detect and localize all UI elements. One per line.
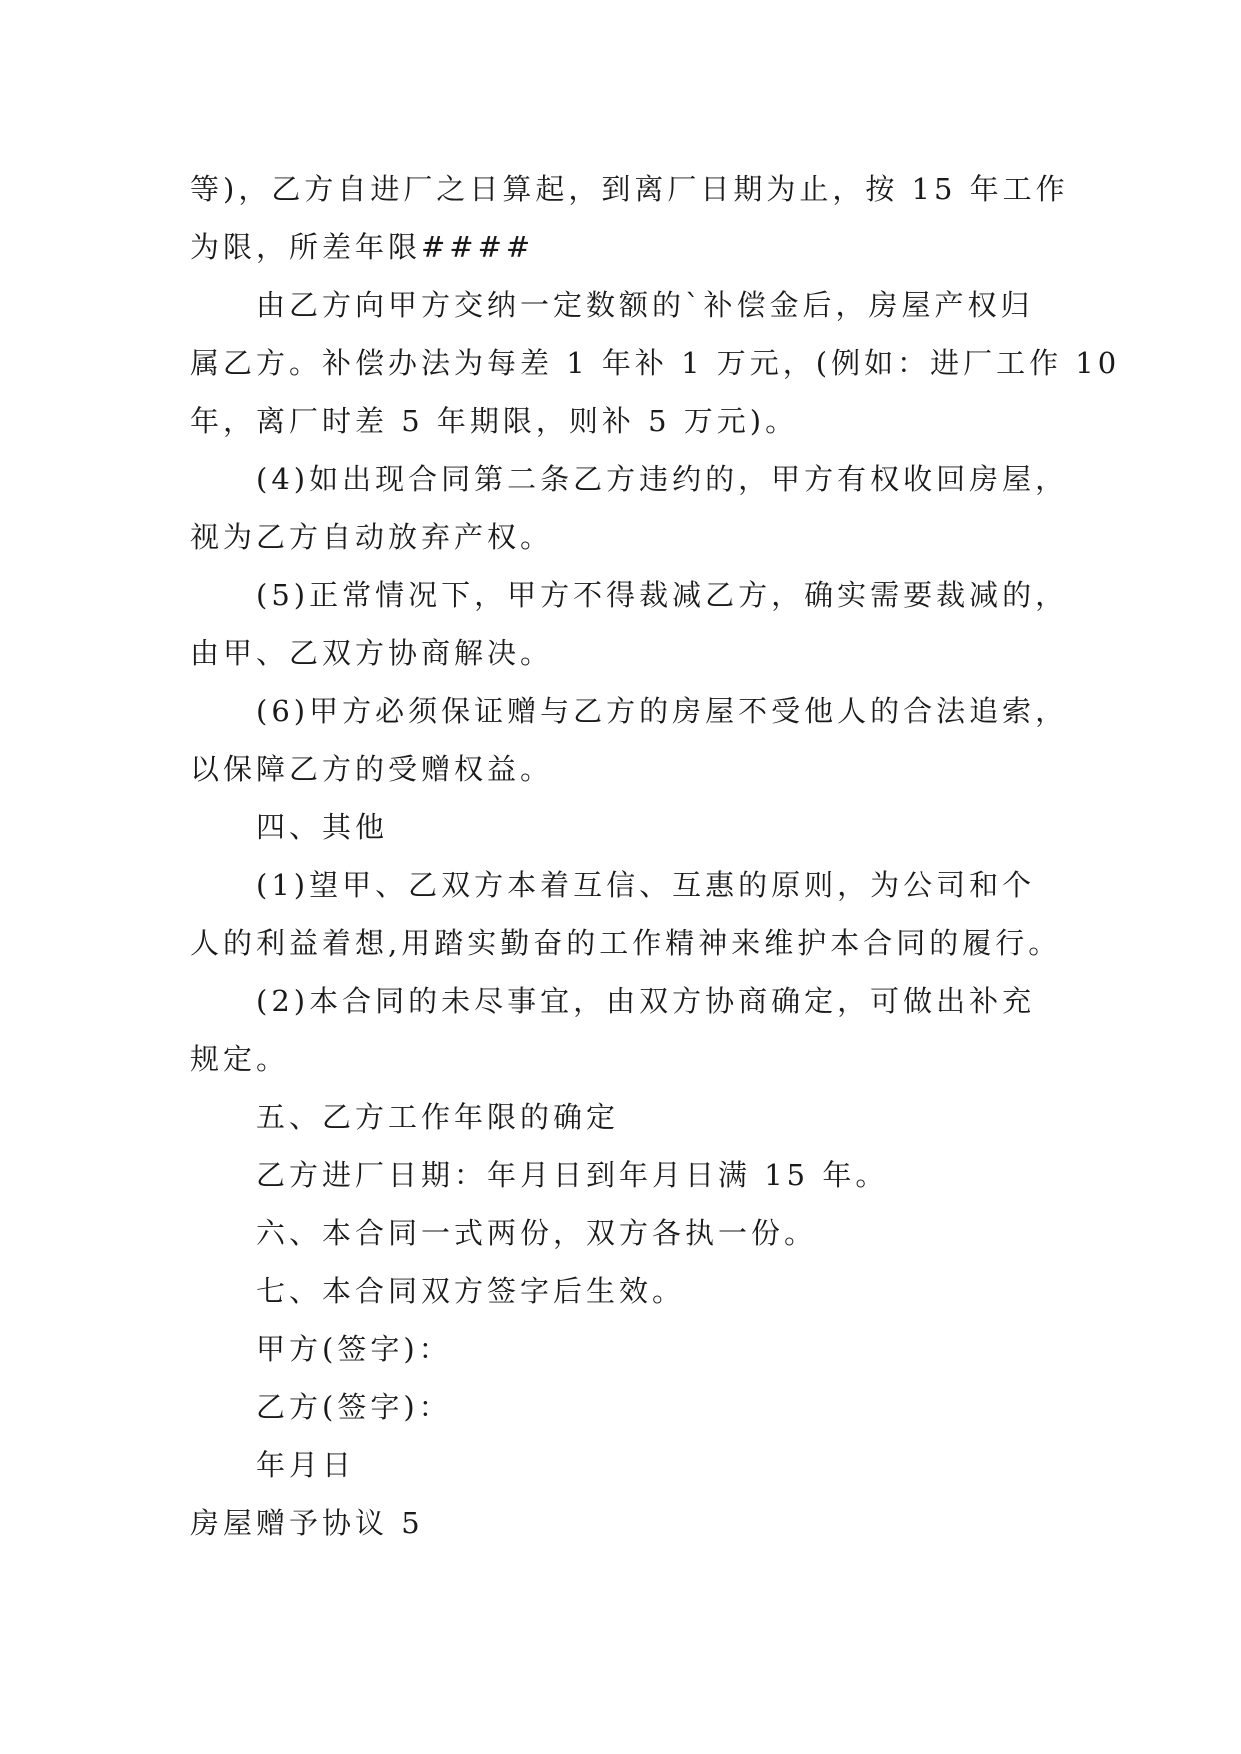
text-line: 由甲、乙双方协商解决。 bbox=[190, 636, 554, 670]
text-line: 甲方(签字)： bbox=[256, 1332, 452, 1366]
signature-date bbox=[190, 1436, 1070, 1494]
paragraph-other-2 bbox=[190, 972, 1070, 1088]
paragraph-effective bbox=[190, 1262, 1070, 1320]
text-line: 乙方进厂日期：年月日到年月日满 15 年。 bbox=[256, 1158, 889, 1192]
paragraph-clause-5 bbox=[190, 566, 1070, 682]
text-line: 四、其他 bbox=[256, 810, 389, 844]
text-line: 房屋赠予协议 5 bbox=[190, 1506, 424, 1540]
text-line: 视为乙方自动放弃产权。 bbox=[190, 520, 554, 554]
paragraph-clause-4 bbox=[190, 450, 1070, 566]
signature-party-b bbox=[190, 1378, 1070, 1436]
paragraph-copies bbox=[190, 1204, 1070, 1262]
paragraph-clause-6 bbox=[190, 682, 1070, 798]
text-line: 年，离厂时差 5 年期限，则补 5 万元)。 bbox=[190, 404, 799, 438]
text-line: 七、本合同双方签字后生效。 bbox=[256, 1274, 686, 1308]
text-line: 人的利益着想,用踏实勤奋的工作精神来维护本合同的履行。 bbox=[190, 926, 1062, 960]
signature-party-a bbox=[190, 1320, 1070, 1378]
text-line: 五、乙方工作年限的确定 bbox=[256, 1100, 620, 1134]
text-line: 等)，乙方自进厂之日算起，到离厂日期为止，按 15 年工作 bbox=[190, 172, 1069, 206]
section-heading-work-years bbox=[190, 1088, 1070, 1146]
text-line: (6)甲方必须保证赠与乙方的房屋不受他人的合法追索， bbox=[256, 694, 1069, 728]
text-line: (2)本合同的未尽事宜，由双方协商确定，可做出补充 bbox=[256, 984, 1036, 1018]
text-line: 为限，所差年限#### bbox=[190, 230, 535, 264]
text-line: 由乙方向甲方交纳一定数额的`补偿金后，房屋产权归 bbox=[256, 288, 1034, 322]
text-line: (5)正常情况下，甲方不得裁减乙方，确实需要裁减的， bbox=[256, 578, 1069, 612]
document-body bbox=[190, 160, 1121, 1552]
text-line: 以保障乙方的受赠权益。 bbox=[190, 752, 554, 786]
next-agreement-title bbox=[190, 1494, 1070, 1552]
text-line: (1)望甲、乙双方本着互信、互惠的原则，为公司和个 bbox=[256, 868, 1036, 902]
paragraph-entry-date bbox=[190, 1146, 1070, 1204]
text-line: 年月日 bbox=[256, 1448, 356, 1482]
text-line: 乙方(签字)： bbox=[256, 1390, 452, 1424]
text-line: 属乙方。补偿办法为每差 1 年补 1 万元，(例如：进厂工作 10 bbox=[190, 346, 1121, 380]
text-line: 六、本合同一式两份，双方各执一份。 bbox=[256, 1216, 818, 1250]
paragraph-other-1 bbox=[190, 856, 1070, 972]
text-line: (4)如出现合同第二条乙方违约的，甲方有权收回房屋， bbox=[256, 462, 1069, 496]
paragraph-compensation bbox=[190, 276, 1121, 450]
paragraph-terms-continued bbox=[190, 160, 1070, 276]
section-heading-other bbox=[190, 798, 1070, 856]
text-line: 规定。 bbox=[190, 1042, 290, 1076]
